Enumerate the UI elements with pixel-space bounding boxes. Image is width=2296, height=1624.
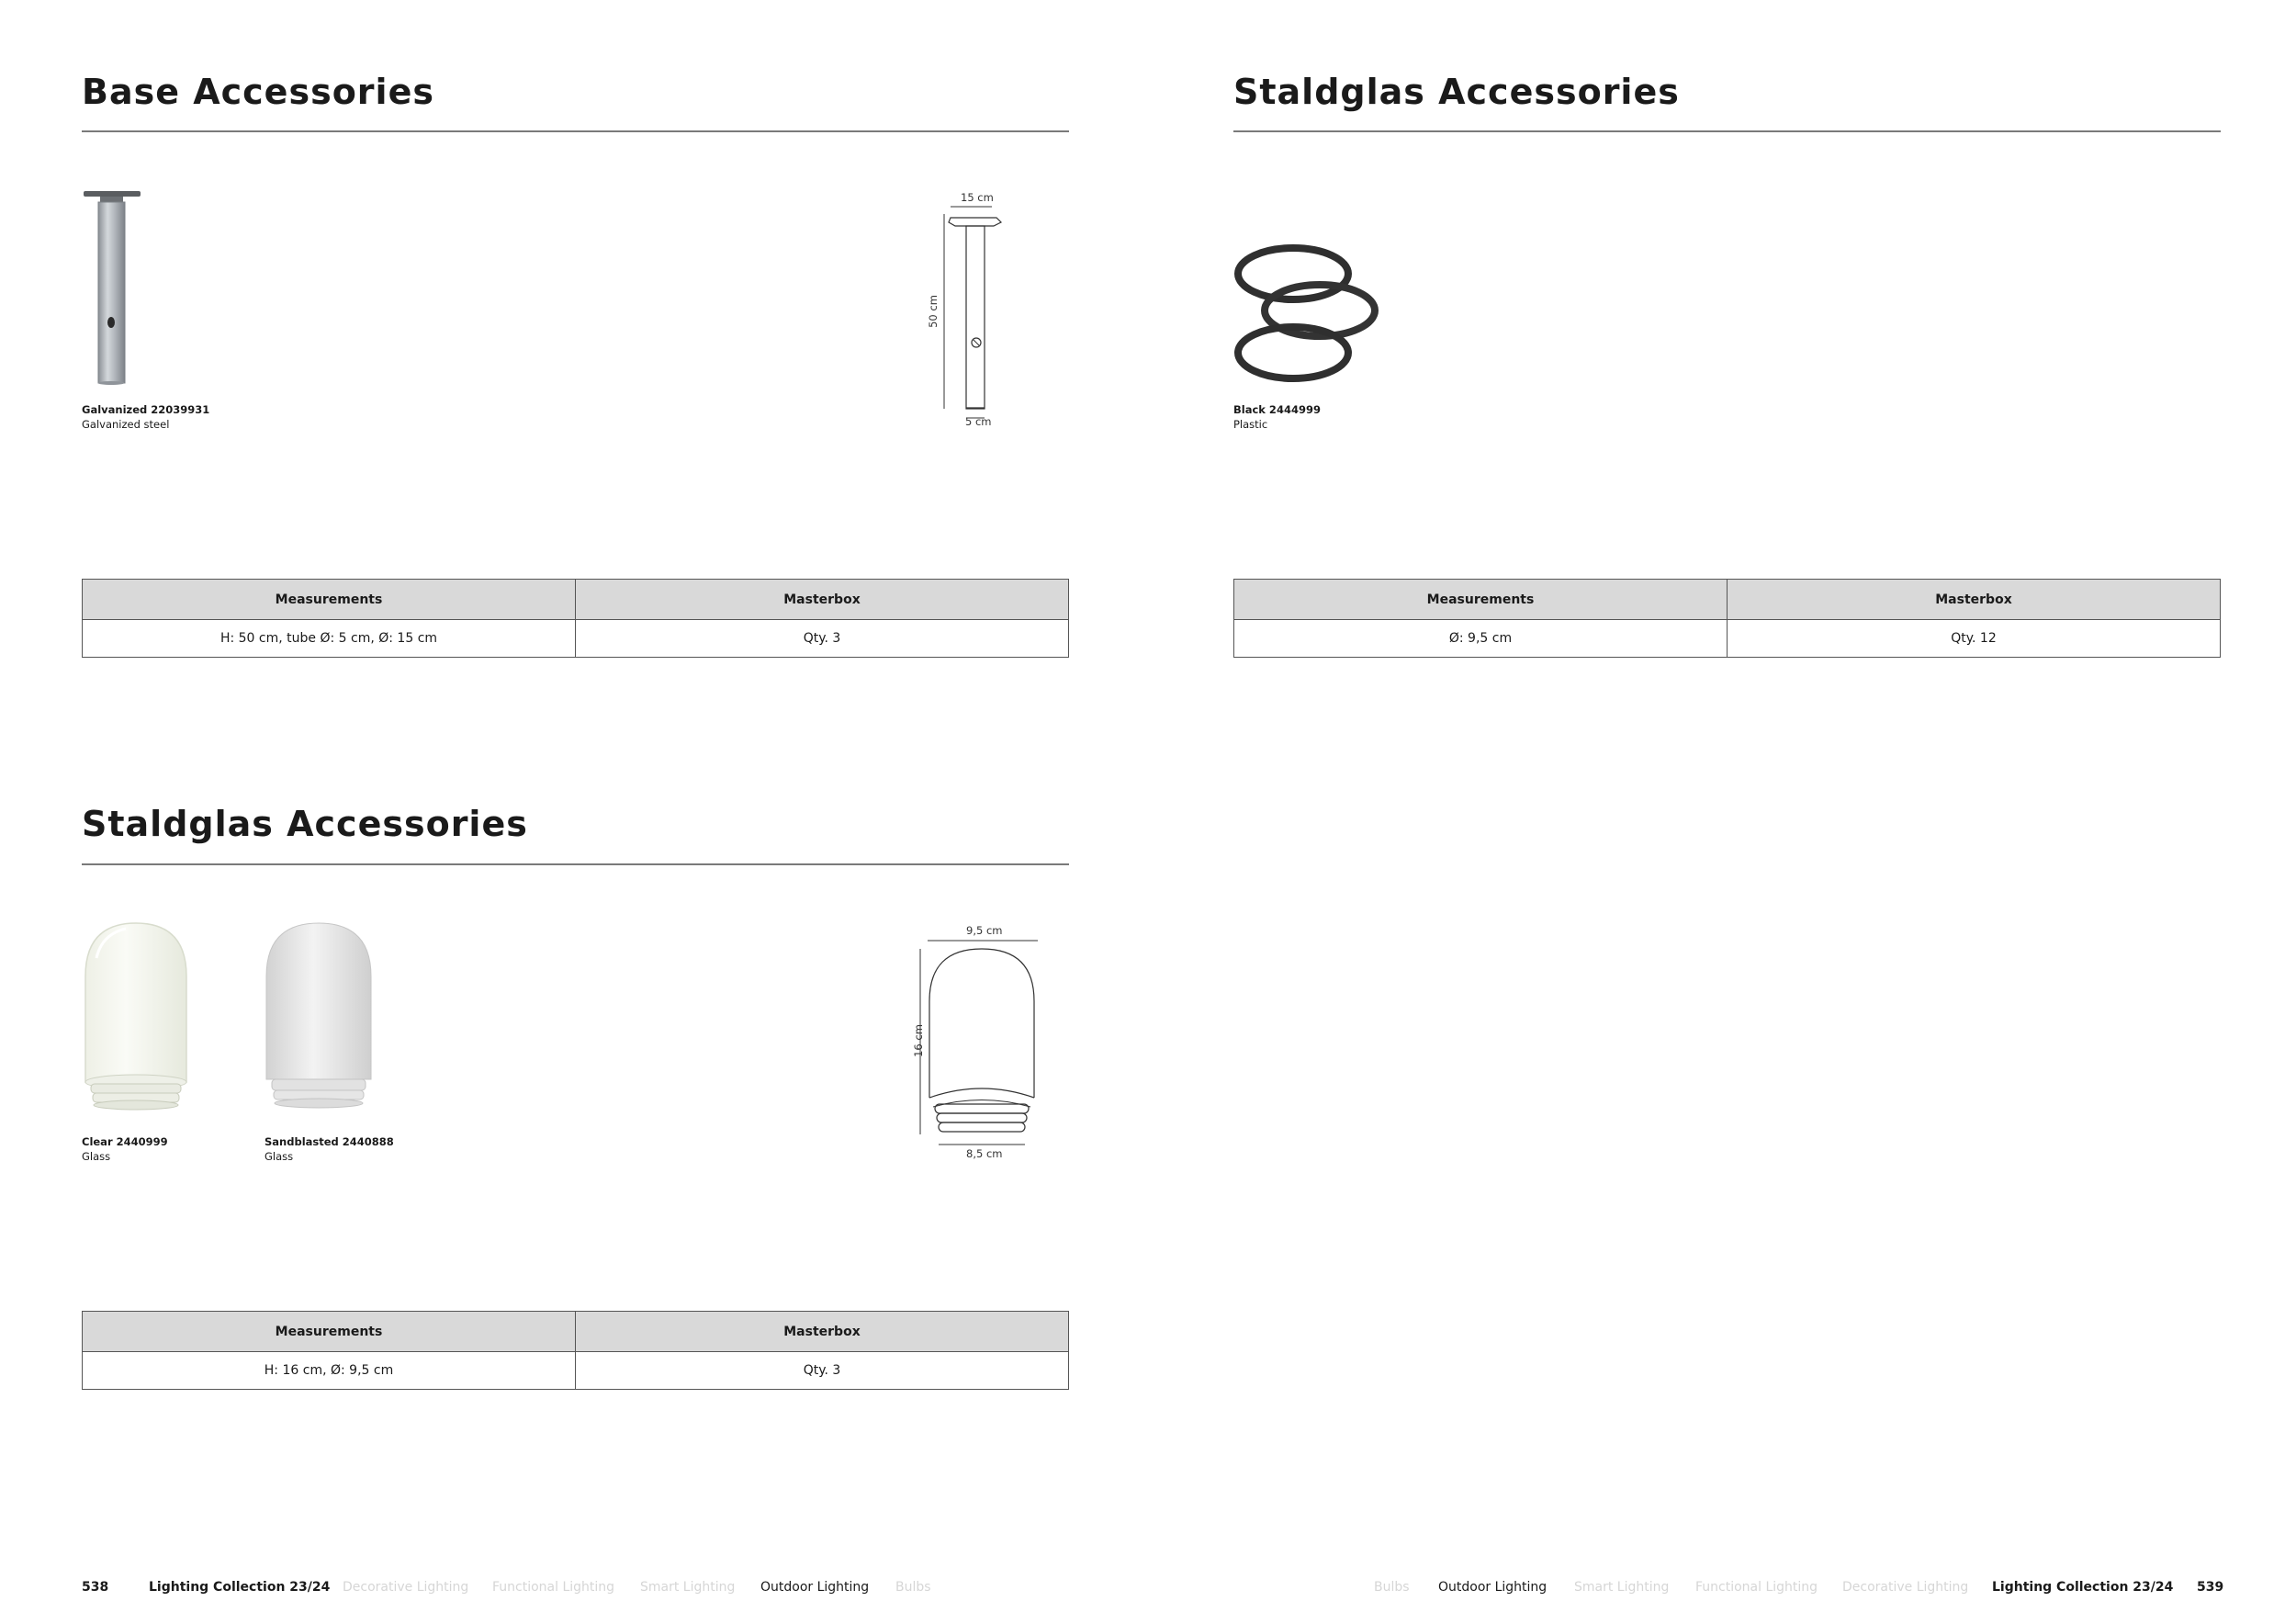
table-cell-masterbox: Qty. 3 [576,1352,1069,1390]
staldglas-accessories-title: Staldglas Accessories [82,804,528,844]
collection-label: Lighting Collection 23/24 [1992,1580,2174,1595]
dimension-top: 9,5 cm [966,924,1003,937]
table-header-measurements: Measurements [1234,580,1728,620]
product-code: Galvanized 22039931 [82,403,210,416]
nav-link-decorative[interactable]: Decorative Lighting [343,1580,469,1595]
dimension-bottom: 5 cm [965,415,992,428]
staldglas-accessories-title: Staldglas Accessories [1233,72,1680,112]
sandblasted-glass-image [264,921,375,1114]
table-row [83,620,1069,658]
nav-link-decorative[interactable]: Decorative Lighting [1842,1580,1969,1595]
table-header-masterbox: Masterbox [1728,580,2221,620]
product-code: Sandblasted 2440888 [264,1135,394,1148]
black-rings-image [1231,241,1382,388]
dimension-top: 15 cm [961,191,994,204]
table-cell-measurements: Ø: 9,5 cm [1234,620,1728,658]
nav-link-bulbs[interactable]: Bulbs [895,1580,931,1595]
table-row [1234,620,2221,658]
nav-link-outdoor[interactable]: Outdoor Lighting [760,1580,870,1595]
table-header-measurements: Measurements [83,1312,576,1352]
nav-link-smart[interactable]: Smart Lighting [640,1580,736,1595]
table-row [83,1352,1069,1390]
base-spec-table [82,579,1069,658]
nav-link-functional[interactable]: Functional Lighting [492,1580,615,1595]
nav-link-functional[interactable]: Functional Lighting [1695,1580,1818,1595]
base-accessories-title: Base Accessories [82,72,434,112]
table-header-masterbox: Masterbox [576,580,1069,620]
product-material: Plastic [1233,418,1268,431]
table-header-masterbox: Masterbox [576,1312,1069,1352]
nav-link-outdoor[interactable]: Outdoor Lighting [1438,1580,1548,1595]
title-rule [82,863,1069,865]
table-cell-masterbox: Qty. 12 [1728,620,2221,658]
table-cell-measurements: H: 50 cm, tube Ø: 5 cm, Ø: 15 cm [83,620,576,658]
table-cell-measurements: H: 16 cm, Ø: 9,5 cm [83,1352,576,1390]
dimension-height: 50 cm [926,295,940,328]
dimension-height: 16 cm [911,1024,925,1057]
dimension-bottom: 8,5 cm [966,1147,1003,1160]
product-code: Clear 2440999 [82,1135,168,1148]
table-header-measurements: Measurements [83,580,576,620]
title-rule [82,130,1069,132]
rings-spec-table [1233,579,2221,658]
nav-link-bulbs[interactable]: Bulbs [1374,1580,1410,1595]
galvanized-base-image [82,188,146,386]
table-cell-masterbox: Qty. 3 [576,620,1069,658]
product-material: Glass [264,1150,294,1163]
clear-glass-image [82,921,192,1114]
title-rule [1233,130,2221,132]
product-material: Glass [82,1150,111,1163]
product-code: Black 2444999 [1233,403,1321,416]
page-number: 539 [2197,1580,2224,1595]
page-number: 538 [82,1580,109,1595]
product-material: Galvanized steel [82,418,170,431]
nav-link-smart[interactable]: Smart Lighting [1574,1580,1670,1595]
staldglas-spec-table [82,1311,1069,1390]
collection-label: Lighting Collection 23/24 [149,1580,331,1595]
